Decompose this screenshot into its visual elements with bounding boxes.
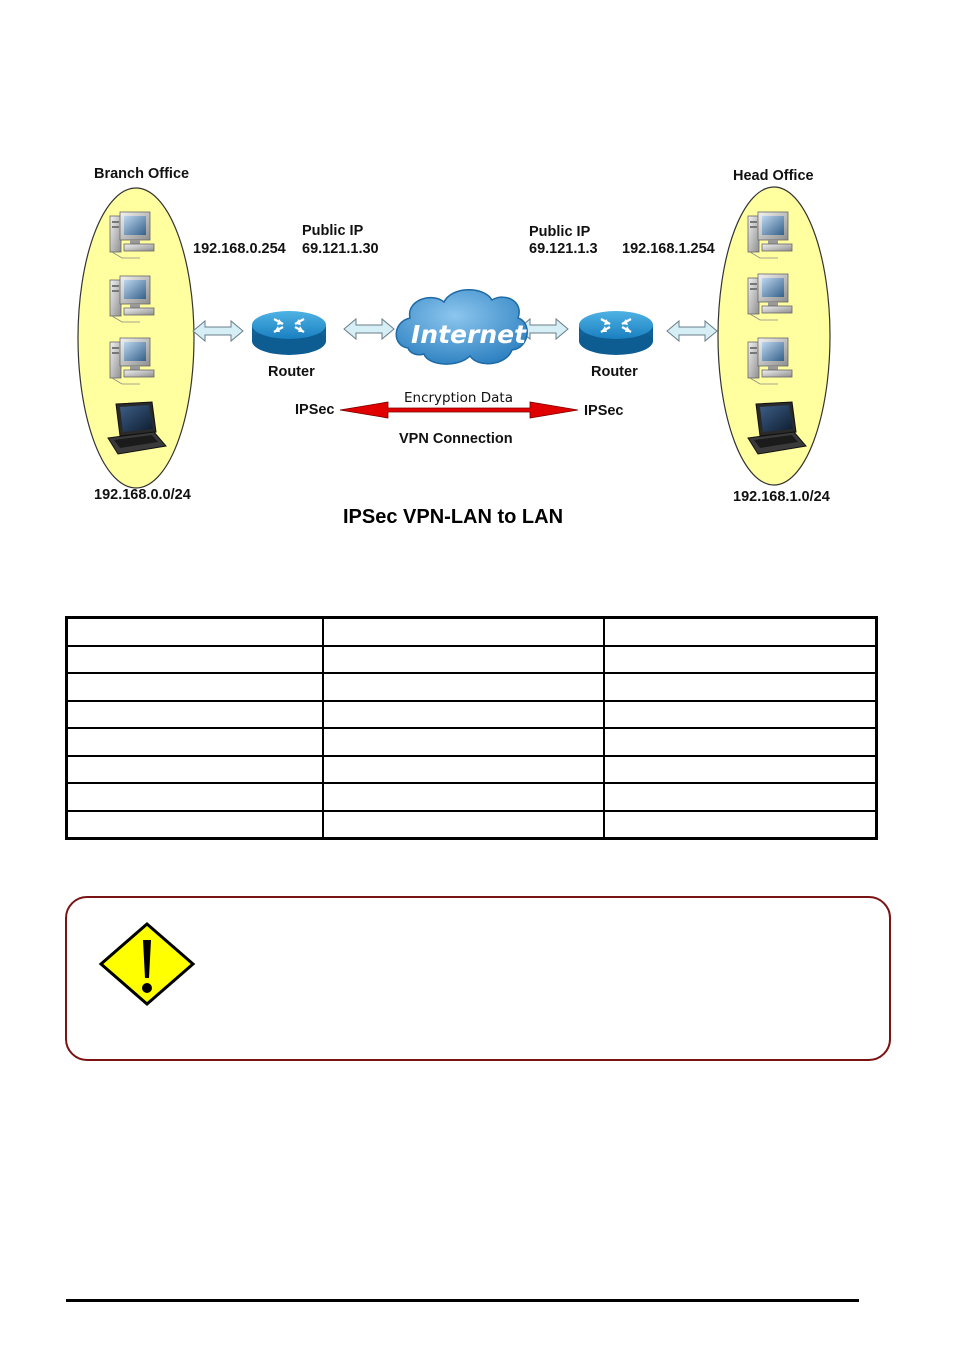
branch-router-label: Router bbox=[268, 364, 315, 380]
configuration-table bbox=[65, 616, 878, 840]
table-cell bbox=[604, 701, 876, 729]
ipsec-left-label: IPSec bbox=[295, 402, 335, 418]
branch-subnet-label: 192.168.0.0/24 bbox=[94, 487, 191, 503]
branch-pc-2-icon bbox=[110, 276, 154, 322]
table-cell bbox=[67, 811, 323, 839]
table-cell bbox=[67, 728, 323, 756]
internet-label: Internet bbox=[411, 320, 527, 349]
table-cell bbox=[604, 811, 876, 839]
table-row bbox=[67, 701, 876, 729]
head-lan-ip: 192.168.1.254 bbox=[622, 241, 715, 257]
table-row bbox=[67, 783, 876, 811]
table-row bbox=[67, 811, 876, 839]
internet-cloud-icon bbox=[396, 290, 527, 364]
table-cell bbox=[323, 701, 604, 729]
head-router-icon bbox=[579, 311, 653, 355]
warning-icon bbox=[97, 920, 197, 1008]
footer-rule bbox=[66, 1299, 859, 1302]
table-row bbox=[67, 618, 876, 646]
table-row bbox=[67, 673, 876, 701]
table-row bbox=[67, 756, 876, 784]
head-link-arrow-icon bbox=[667, 321, 717, 341]
head-office-title: Head Office bbox=[733, 168, 814, 184]
table-row bbox=[67, 728, 876, 756]
branch-router-icon bbox=[252, 311, 326, 355]
branch-pc-3-icon bbox=[110, 338, 154, 384]
table-cell bbox=[323, 618, 604, 646]
branch-public-ip: 69.121.1.30 bbox=[302, 241, 379, 257]
head-pc-1-icon bbox=[748, 212, 792, 258]
table-cell bbox=[604, 618, 876, 646]
table-cell bbox=[604, 673, 876, 701]
head-router-label: Router bbox=[591, 364, 638, 380]
table-cell bbox=[67, 673, 323, 701]
head-pc-3-icon bbox=[748, 338, 792, 384]
head-subnet-label: 192.168.1.0/24 bbox=[733, 489, 830, 505]
table-cell bbox=[323, 673, 604, 701]
table-cell bbox=[604, 728, 876, 756]
encryption-data-label: Encryption Data bbox=[404, 390, 514, 406]
table-cell bbox=[67, 701, 323, 729]
table-cell bbox=[67, 618, 323, 646]
branch-pc-1-icon bbox=[110, 212, 154, 258]
head-public-ip-label: Public IP bbox=[529, 224, 591, 240]
branch-lan-ip: 192.168.0.254 bbox=[193, 241, 286, 257]
branch-public-ip-label: Public IP bbox=[302, 223, 364, 239]
branch-router-internet-arrow-icon bbox=[344, 319, 394, 339]
table-cell bbox=[604, 783, 876, 811]
table-cell bbox=[323, 783, 604, 811]
table-cell bbox=[604, 756, 876, 784]
table-cell bbox=[323, 811, 604, 839]
branch-office-title: Branch Office bbox=[94, 166, 190, 182]
table-cell bbox=[323, 756, 604, 784]
branch-link-arrow-icon bbox=[193, 321, 243, 341]
table-row bbox=[67, 646, 876, 674]
ipsec-right-label: IPSec bbox=[584, 403, 624, 419]
vpn-connection-label: VPN Connection bbox=[399, 431, 513, 447]
table-cell bbox=[67, 646, 323, 674]
table-cell bbox=[67, 756, 323, 784]
table-cell bbox=[604, 646, 876, 674]
head-pc-2-icon bbox=[748, 274, 792, 320]
table-cell bbox=[323, 646, 604, 674]
note-box bbox=[65, 896, 891, 1061]
network-diagram bbox=[0, 0, 954, 560]
table-cell bbox=[67, 783, 323, 811]
diagram-caption: IPSec VPN-LAN to LAN bbox=[343, 506, 564, 528]
table-cell bbox=[323, 728, 604, 756]
head-public-ip: 69.121.1.3 bbox=[529, 241, 598, 257]
